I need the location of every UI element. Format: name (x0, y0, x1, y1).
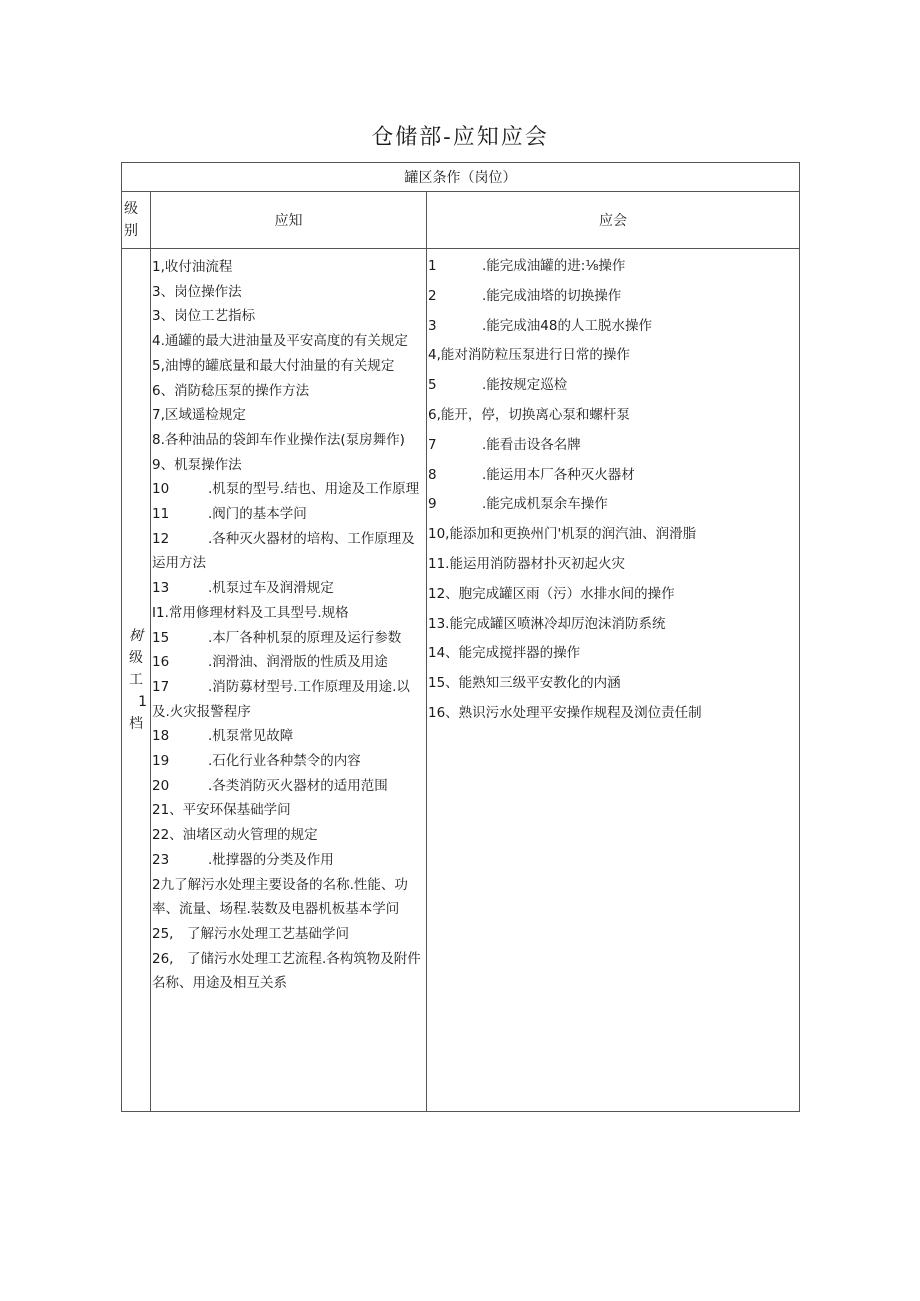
list-item (152, 576, 424, 601)
item-text: .本厂各种机泵的原理及运行参数 (208, 629, 402, 646)
item-number: 8 (428, 466, 437, 483)
list-item (428, 699, 797, 729)
list-item (152, 403, 424, 428)
item-number: 3 (428, 317, 437, 334)
item-text: 4.通罐的最大进油量及平安高度的有关规定 (152, 333, 408, 350)
section-title: 罐区条作（岗位） (122, 163, 800, 192)
item-text: .机泵过车及润滑规定 (208, 580, 334, 597)
item-text: 4,能对消防粒压泵进行日常的操作 (428, 347, 630, 364)
list-item (152, 601, 424, 626)
list-item (428, 520, 797, 550)
item-text: 25, 了解污水处理工艺基础学问 (152, 925, 349, 942)
level-header-line2: 别 (124, 223, 138, 239)
list-item (152, 477, 424, 502)
list-item (152, 626, 424, 651)
content-row (122, 249, 800, 1112)
item-text: .润滑油、润滑版的性质及用途 (208, 654, 388, 671)
item-text: 21、平安环保基础学问 (152, 802, 291, 819)
item-text: .能完成油罐的进:⅛操作 (482, 258, 626, 274)
list-item (152, 774, 424, 799)
list-item (428, 282, 797, 312)
list-item (152, 329, 424, 354)
item-text: .能完成油塔的切换操作 (482, 287, 622, 304)
know-header: 应知 (151, 192, 427, 249)
item-number: 15 (152, 629, 170, 646)
list-item (152, 749, 424, 774)
list-item (152, 379, 424, 404)
item-text: .阀门的基本学问 (208, 506, 307, 523)
item-number: 20 (152, 777, 170, 794)
item-number: 1 (428, 258, 437, 274)
item-number: 12 (152, 530, 170, 547)
item-text: 1,收付油流程 (152, 259, 233, 275)
level-cell (122, 249, 151, 1112)
list-item (428, 431, 797, 461)
item-text: .石化行业各种禁令的内容 (208, 753, 361, 770)
list-item (152, 873, 424, 922)
item-text: .枇撑器的分类及作用 (208, 851, 334, 868)
list-item (428, 490, 797, 520)
list-item (152, 650, 424, 675)
list-item (152, 947, 424, 996)
item-text: .能按规定巡检 (482, 377, 568, 394)
skill-header: 应会 (427, 192, 800, 249)
item-number: 10 (152, 481, 170, 498)
list-item (152, 527, 424, 576)
level-char: 1 (138, 694, 147, 710)
level-char: 工 (129, 672, 143, 688)
item-text: .各种灭火器材的培构、工作原理及运用方法 (152, 530, 415, 572)
item-text: 5,油博的罐底量和最大付油量的有关规定 (152, 357, 395, 374)
list-item (428, 580, 797, 610)
level-char: 级 (129, 650, 143, 666)
item-text: 16、熟识污水处理平安操作规程及浏位责任制 (428, 704, 702, 721)
list-item (428, 610, 797, 640)
item-text: 15、能熟知三级平安教化的内涵 (428, 675, 621, 692)
list-item (428, 669, 797, 699)
item-text: 3、岗位操作法 (152, 283, 242, 300)
item-text: .能完成机泵余车操作 (482, 496, 608, 513)
item-number: 23 (152, 851, 170, 868)
item-number: 5 (428, 377, 437, 394)
list-item (152, 922, 424, 947)
list-item (152, 675, 424, 724)
item-text: .机泵的型号.结也、用途及工作原理 (208, 481, 420, 498)
item-text: 13.能完成罐区喷淋冷却厉泡沫消防系统 (428, 615, 666, 632)
item-text: 2九了解污水处理主要设备的名称.性能、功率、流量、场程.装数及电器机板基本学问 (152, 876, 408, 918)
item-number: 7 (428, 436, 437, 453)
list-item (152, 453, 424, 478)
page-title: 仓储部-应知应会 (371, 125, 549, 150)
list-item (428, 401, 797, 431)
item-text: 3、岗位工艺指标 (152, 308, 256, 325)
item-text: I1.常用修理材料及工具型号.规格 (152, 604, 349, 621)
item-number: 18 (152, 728, 170, 745)
item-number: 9 (428, 496, 437, 513)
list-item (428, 341, 797, 371)
list-item (152, 502, 424, 527)
list-item (428, 252, 797, 282)
level-char: 档 (129, 716, 143, 732)
item-text: .能运用本厂各种灭火器材 (482, 466, 635, 483)
list-item (428, 312, 797, 342)
list-item (428, 639, 797, 669)
item-number: 11 (152, 506, 170, 523)
item-number: 19 (152, 753, 170, 770)
level-header-line1: 级 (124, 201, 138, 217)
list-item (152, 280, 424, 305)
item-text: 26, 了储污水处理工艺流程.各构筑物及附件名称、用途及相互关系 (152, 950, 421, 992)
item-number: 16 (152, 654, 170, 671)
header-row (122, 192, 800, 249)
item-text: 6、消防稔压泵的操作方法 (152, 382, 310, 399)
item-text: 10,能添加和更换州门'机泵的润汽油、润滑脂 (428, 526, 697, 543)
list-item (428, 461, 797, 491)
level-header (122, 192, 151, 249)
list-item (152, 354, 424, 379)
list-item (152, 724, 424, 749)
item-text: .消防募材型号.工作原理及用途.以及.火灾报警程序 (152, 678, 410, 720)
item-text: 14、能完成搅拌器的操作 (428, 645, 581, 662)
item-text: .能完成油48的人工脱水操作 (482, 317, 652, 334)
list-item (152, 304, 424, 329)
item-text: 11.能运用消防器材扑灭初起火灾 (428, 555, 625, 572)
item-text: 9、机泵操作法 (152, 456, 242, 473)
item-text: .能看击设各名牌 (482, 436, 581, 453)
skill-list (427, 249, 800, 1112)
item-text: .机泵常见故障 (208, 728, 294, 745)
item-text: 22、油堵区动火管理的规定 (152, 827, 318, 844)
list-item (428, 371, 797, 401)
level-char: 树 (129, 628, 143, 644)
list-item (152, 848, 424, 873)
item-text: 6,能开，停，切换离心泵和螺杆泵 (428, 406, 630, 423)
item-number: 13 (152, 580, 170, 597)
item-text: .各类消防灭火器材的适用范围 (208, 777, 388, 794)
item-number: 17 (152, 678, 170, 695)
item-number: 2 (428, 287, 437, 304)
list-item (152, 255, 424, 280)
item-text: 12、胞完成罐区雨（污）水排水间的操作 (428, 585, 675, 602)
item-text: 8.各种油品的袋卸车作业操作法(泵房舞作) (152, 431, 405, 448)
know-list (151, 249, 427, 1112)
list-item (152, 798, 424, 823)
list-item (152, 428, 424, 453)
section-row (122, 163, 800, 192)
requirements-table (121, 162, 800, 1112)
item-text: 7,区域遥检规定 (152, 407, 246, 424)
list-item (428, 550, 797, 580)
list-item (152, 823, 424, 848)
